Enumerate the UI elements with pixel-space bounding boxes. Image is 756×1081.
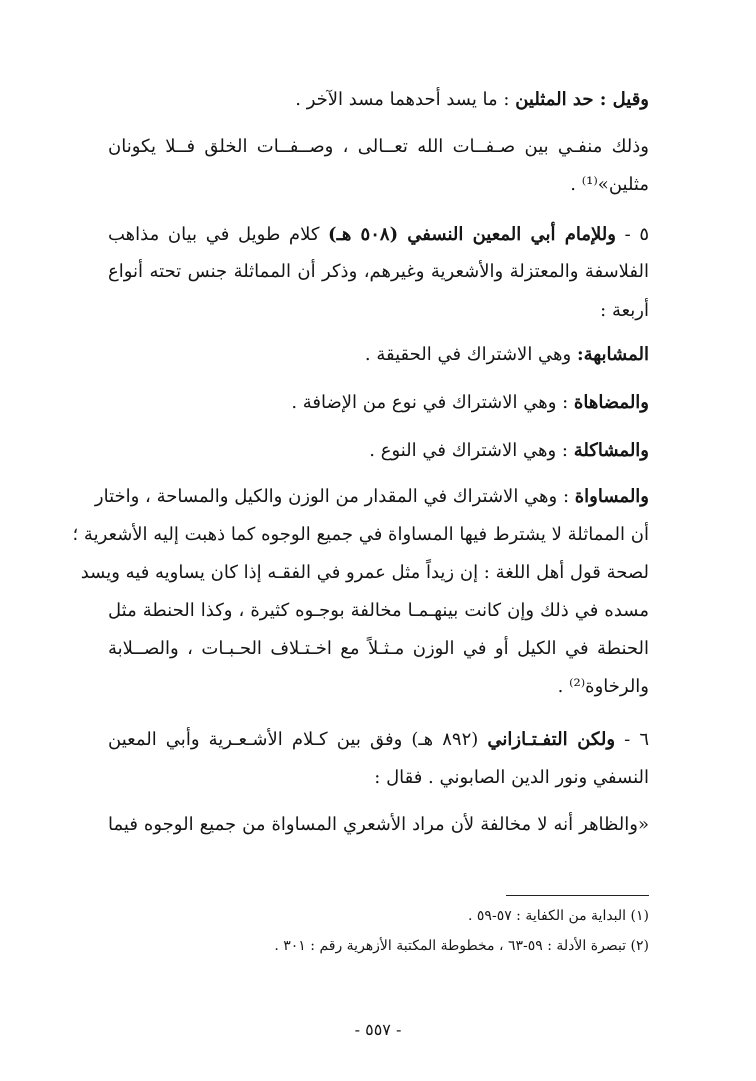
page-number: - ٥٥٧ - <box>354 1020 402 1039</box>
section-title: ولكن التفـتـازاني <box>487 729 616 750</box>
section-number: ٥ - <box>615 224 649 245</box>
type-term: والمضاهاة <box>573 392 649 413</box>
section-5-heading: ٥ - وللإمام أبي المعين النسفي (٥٠٨ هـ) كلام طويل في بيان مذاهب <box>108 224 649 245</box>
section-title: وللإمام أبي المعين النسفي (٥٠٨ هـ) <box>328 224 616 245</box>
type-item: المشابهة: وهي الاشتراك في الحقيقة . <box>364 344 649 365</box>
footnote-2 <box>274 935 649 957</box>
body-text-line: مثلين»⁽¹⁾ . <box>570 174 649 195</box>
body-text-line: الفلاسفة والمعتزلة والأشعرية وغيرهم، وذكر أن المماثلة جنس تحته أنواع <box>108 261 649 282</box>
definition-line: وقيل : حد المثلين : ما يسد أحدهما مسد الآخر . <box>295 89 649 110</box>
body-text-line: وذلك منفـي بين صـفــات الله تعــالى ، وصــفــات الخلق فــلا يكونان <box>108 136 649 157</box>
type-term: والمساواة <box>574 486 649 507</box>
type-item: والمساواة : وهي الاشتراك في المقدار من الوزن والكيل والمساحة ، واختار <box>94 486 649 507</box>
type-item: والمضاهاة : وهي الاشتراك في نوع من الإضافة . <box>291 392 649 413</box>
footnote-text: البداية من الكفاية : ٥٧-٥٩ . <box>468 908 627 924</box>
body-text-line: النسفي ونور الدين الصابوني . فقال : <box>374 767 649 788</box>
quote-line: «والظاهر أنه لا مخالفة لأن مراد الأشعري المساواة من جميع الوجوه فيما <box>108 814 649 835</box>
footnote-number: (٢) <box>630 938 649 954</box>
type-term: والمشاكلة <box>573 440 649 461</box>
section-6-heading: ٦ - ولكن التفـتـازاني (٨٩٢ هـ) وفق بين كـلام الأشـعـرية وأبي المعين <box>108 729 649 750</box>
footnote-number: (١) <box>630 908 649 924</box>
body-text-line: الحنطة في الكيل أو في الوزن مـثـلاً مع اخـتـلاف الحـبـات ، والصــلابة <box>108 638 649 659</box>
body-text-line: والرخاوة⁽²⁾ . <box>557 676 649 697</box>
body-text-line: أربعة : <box>600 300 649 321</box>
section-number: ٦ - <box>615 729 649 750</box>
footnote-divider <box>506 895 649 896</box>
footnote-1 <box>468 905 649 927</box>
body-text-line: أن المماثلة لا يشترط فيها المساواة في جميع الوجوه كما ذهبت إليه الأشعرية ؛ <box>72 524 649 545</box>
body-text-line: مسده في ذلك وإن كانت بينهـمـا مخالفة بوجـوه كثيرة ، وكذا الحنطة مثل <box>108 600 649 621</box>
type-item: والمشاكلة : وهي الاشتراك في النوع . <box>369 440 649 461</box>
body-text-line: لصحة قول أهل اللغة : إن زيداً مثل عمرو في الفقـه إذا كان يساويه فيه ويسد <box>80 562 649 583</box>
type-term: المشابهة: <box>576 344 649 365</box>
term-label: وقيل : حد المثلين <box>515 89 649 110</box>
footnote-text: تبصرة الأدلة : ٥٩-٦٣ ، مخطوطة المكتبة الأزهرية رقم : ٣٠١ . <box>274 938 627 954</box>
